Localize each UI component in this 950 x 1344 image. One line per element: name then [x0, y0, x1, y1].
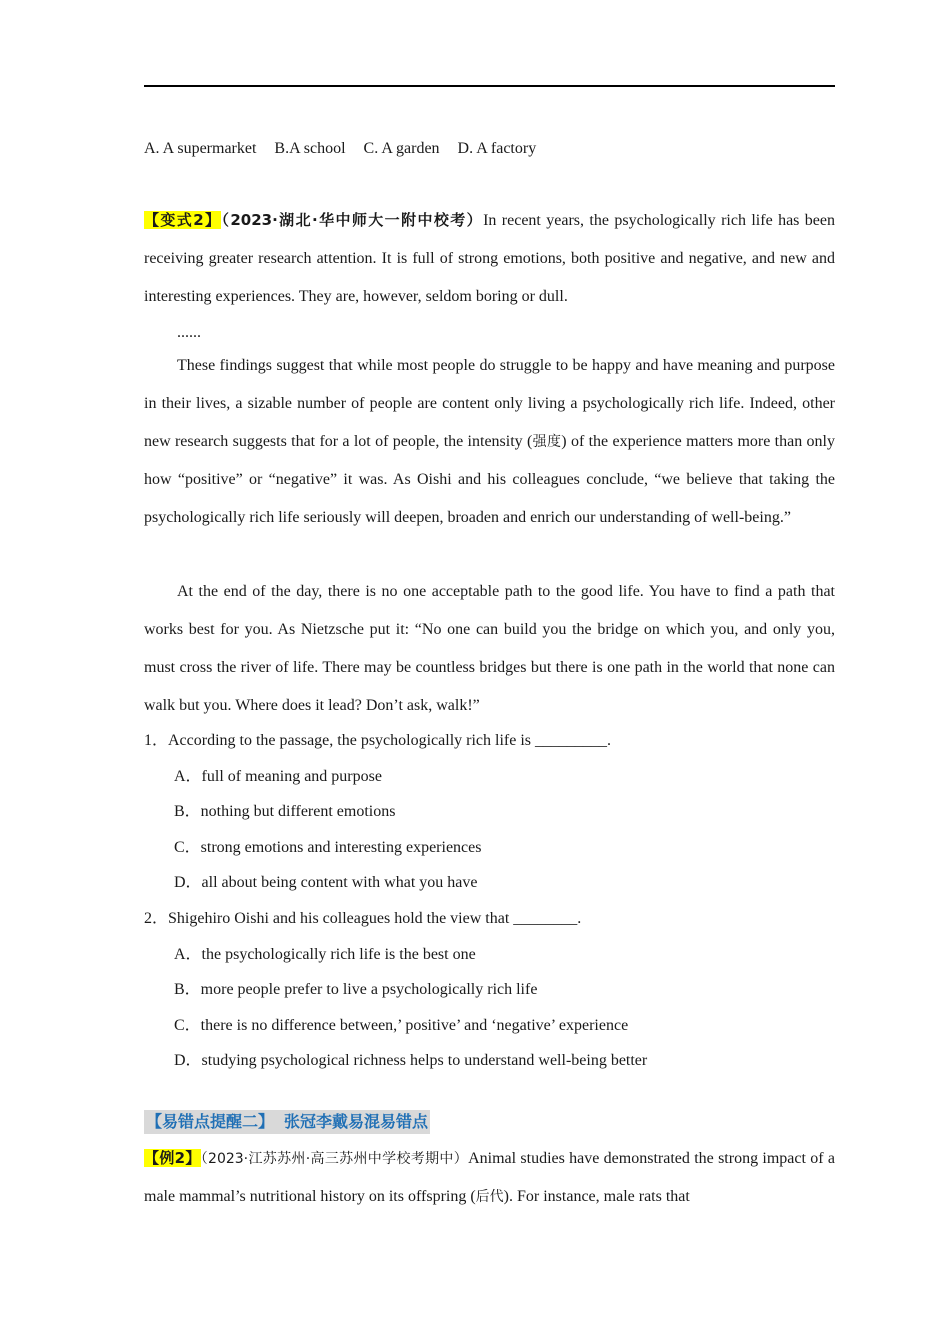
header-rule [144, 85, 835, 87]
para2-text-a: These findings suggest that while most people do struggle to be happy and have meaning and purpose in their lives, a sizable number of people are content only living a psychologically rich life. Indeed, other new research suggests that for a lot of people, the intensity ( [144, 357, 835, 450]
option-a: A. A supermarket [144, 140, 257, 157]
ellipsis: ...... [177, 324, 201, 341]
question-2-option-d: D．studying psychological richness helps to understand well-being better [174, 1052, 648, 1069]
para2-text-b: ) of the experience matters more than only how “positive” or “negative” it was. As Oishi and his colleagues conclude, “we believe that taking the psychologically rich life seriously will deepen, broaden and enrich our understanding of well-being.” [144, 433, 835, 526]
variant2-paragraph-2 [144, 347, 835, 537]
question-1-option-a: A．full of meaning and purpose [174, 768, 382, 785]
top-options [144, 140, 550, 158]
example2-paragraph [144, 1139, 835, 1216]
question-1-option-d: D．all about being content with what you have [174, 874, 478, 891]
option-d: D. A factory [457, 140, 537, 157]
example2-tag: 【例2】 [144, 1149, 201, 1167]
example2-chinese-gloss: 后代 [475, 1189, 504, 1205]
question-1-stem: 1．According to the passage, the psychologically rich life is _________. [144, 732, 612, 749]
option-c: C. A garden [363, 140, 440, 157]
example2-text-b: ). For instance, male rats that [503, 1188, 690, 1205]
question-2-option-b: B．more people prefer to live a psychologically rich life [174, 981, 538, 998]
para2-chinese-gloss: 强度 [532, 434, 562, 450]
variant2-intro-text: In recent years, the psychologically rich life has been receiving greater research attention. It is full of strong emotions, both positive and negative, and new and interesting experiences. They are, however, seldom boring or dull. [144, 212, 835, 305]
variant2-tag: 【变式2】 [144, 211, 222, 229]
heading-tag: 【易错点提醒二】 [146, 1112, 275, 1131]
variant2-source: （2023·湖北·华中师大一附中校考） [221, 211, 484, 229]
variant2-intro [144, 201, 835, 316]
variant2-paragraph-3: At the end of the day, there is no one acceptable path to the good life. You have to find a path that works best for you. As Nietzsche put it: “No one can build you the bridge on which you, and only you, must cross the river of life. There may be countless bridges but there is one path in the world that none can walk but you. Where does it lead? Don’t ask, walk!” [144, 583, 835, 714]
option-b: B.A school [274, 140, 346, 157]
question-1-option-b: B．nothing but different emotions [174, 803, 396, 820]
question-2-option-c: C．there is no difference between,’ positive’ and ‘negative’ experience [174, 1017, 629, 1034]
example2-source: （2023·江苏苏州·高三苏州中学校考期中） [200, 1151, 469, 1167]
question-1-option-c: C．strong emotions and interesting experiences [174, 839, 482, 856]
question-2-stem: 2．Shigehiro Oishi and his colleagues hold the view that ________. [144, 910, 582, 927]
example2-text-a: Animal studies have demonstrated the strong impact of a male mammal’s nutritional history on its offspring ( [144, 1150, 836, 1205]
question-2-option-a: A．the psychologically rich life is the best one [174, 946, 476, 963]
heading-title: 张冠李戴易混易错点 [284, 1112, 429, 1131]
section-heading [144, 1110, 430, 1134]
